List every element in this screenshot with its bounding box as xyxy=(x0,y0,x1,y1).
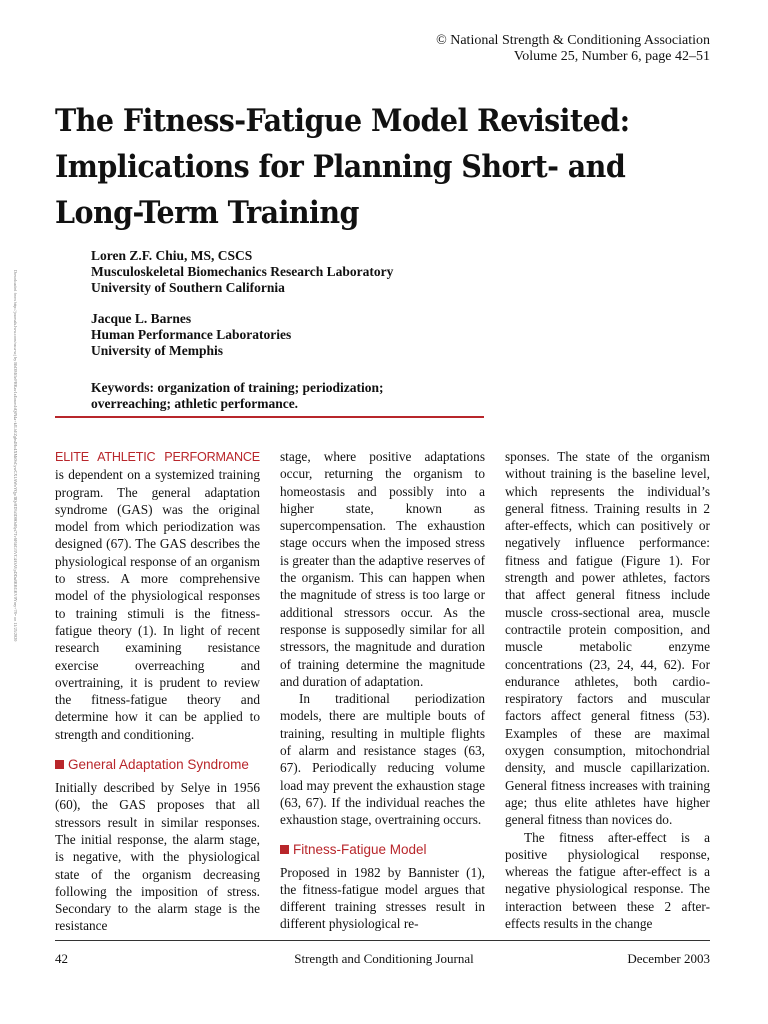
title-line-1: The Fitness-Fatigue Model Revisited: xyxy=(55,103,630,139)
issue-date: December 2003 xyxy=(627,951,710,966)
author-list xyxy=(91,248,393,374)
article-title xyxy=(55,98,681,236)
author-name: Jacque L. Barnes xyxy=(91,311,192,326)
intro-paragraph xyxy=(55,448,260,743)
section-heading-gas xyxy=(55,757,260,773)
section-heading-text: General Adaptation Syndrome xyxy=(68,757,249,773)
body-column-3 xyxy=(505,448,710,932)
body-paragraph: Initially described by Selye in 1956 (60), the GAS proposes that all stressors result in similar responses. The initial response, the alarm stage, is negative, with the physiological state of the organism decreasing following the imposition of stress. Secondary to the alarm stage is the resistance xyxy=(55,780,260,934)
author-lab: Human Performance Laboratories xyxy=(91,327,292,342)
square-bullet-icon xyxy=(55,760,64,769)
page-number: 42 xyxy=(55,951,68,966)
title-line-2: Implications for Planning Short- and xyxy=(55,149,626,185)
download-note: Downloaded from http://journals.lww.com/nsca-scj by BhDMf5ePHKav1zEoum1tQfN4a+kJLhEZgbsIHo4XMi0hCywCX1AWnYQp/IlQrHD3i3D0OdRyi7TvSFl4Cf3VC4/OAVpDDa8KKGKV0Ymy+78= on 11/25/2020 xyxy=(13,270,18,642)
download-watermark xyxy=(14,270,28,740)
author-institution: University of Memphis xyxy=(91,343,223,358)
title-divider xyxy=(55,416,484,418)
section-heading-fitness-fatigue xyxy=(280,842,485,858)
author-2 xyxy=(91,311,393,359)
author-institution: University of Southern California xyxy=(91,280,285,295)
publisher-line: © National Strength & Conditioning Association xyxy=(436,33,710,48)
footer-divider xyxy=(55,940,710,941)
body-paragraph: In traditional periodization models, there are multiple bouts of training, resulting in multiple flights of alarm and resistance stages (63, 67). Periodically reducing volume load may prevent the exhaustion stage (63, 67). If the individual reaches the exhaustion stage, overtraining occurs. xyxy=(280,691,485,828)
body-paragraph: stage, where positive adaptations occur, returning the organism to homeostasis and possibly into a higher state, known as supercompensation. The exhaustion stage occurs when the imposed stress is greater than the adaptive reserves of the organism. This can happen when the magnitude of stress is too large or additional stressors occur. As the response is supposedly similar for all stressors, the magnitude and duration of training determine the magnitude and duration of adaptation. xyxy=(280,449,485,689)
volume-line: Volume 25, Number 6, page 42–51 xyxy=(513,49,710,64)
keywords-line-2: overreaching; athletic performance. xyxy=(91,396,299,411)
body-paragraph: sponses. The state of the organism without training is the baseline level, which represents the individual’s general fitness. Training results in 2 after-effects, which can positively or negatively influence performance: fitness and fatigue (Figure 1). For strength and power athletes, factors that affect general fitness include muscle cross-sectional area, muscle contractile protein composition, and muscle metabolic enzyme concentrations (23, 24, 44, 62). For endurance athletes, both cardio-respiratory factors and muscular factors affect general fitness (53). Examples of these are maximal oxygen consumption, mitochondrial density, and muscle capillarization. General fitness increases with training age; thus elite athletes have higher general fitness than novices do. xyxy=(505,449,710,828)
title-line-3: Long-Term Training xyxy=(55,195,359,231)
intro-text: is dependent on a systemized training program. The general adaptation syndrome (GAS) was the original model from which periodization was designed (67). The GAS describes the physiological response of an organism to stress. A more comprehensive model of the physiological responses to training stimuli is the fitness-fatigue theory (1). In light of recent research examining resistance exercise overreaching and overtraining, it is prudent to review the fitness-fatigue theory and determine how it can be applied to strength and conditioning. xyxy=(55,467,260,742)
journal-header xyxy=(436,33,710,65)
lead-in-text: ELITE ATHLETIC PERFORMANCE xyxy=(55,450,260,464)
keywords-line-1: Keywords: organization of training; periodization; xyxy=(91,380,384,395)
body-paragraph: Proposed in 1982 by Bannister (1), the fitness-fatigue model argues that different training stresses result in different physiological re- xyxy=(280,864,485,932)
section-heading-text: Fitness-Fatigue Model xyxy=(293,841,427,857)
journal-name: Strength and Conditioning Journal xyxy=(294,951,474,966)
keywords xyxy=(91,380,491,412)
square-bullet-icon xyxy=(280,845,289,854)
body-column-1 xyxy=(55,448,260,935)
body-column-2 xyxy=(280,448,485,933)
author-name: Loren Z.F. Chiu, MS, CSCS xyxy=(91,248,253,263)
body-paragraph: The fitness after-effect is a positive physiological response, whereas the fatigue after-effect is a negative physiological response. The interaction between these 2 after-effects results in the change xyxy=(505,829,710,932)
author-1 xyxy=(91,248,393,296)
author-lab: Musculoskeletal Biomechanics Research Laboratory xyxy=(91,264,394,279)
